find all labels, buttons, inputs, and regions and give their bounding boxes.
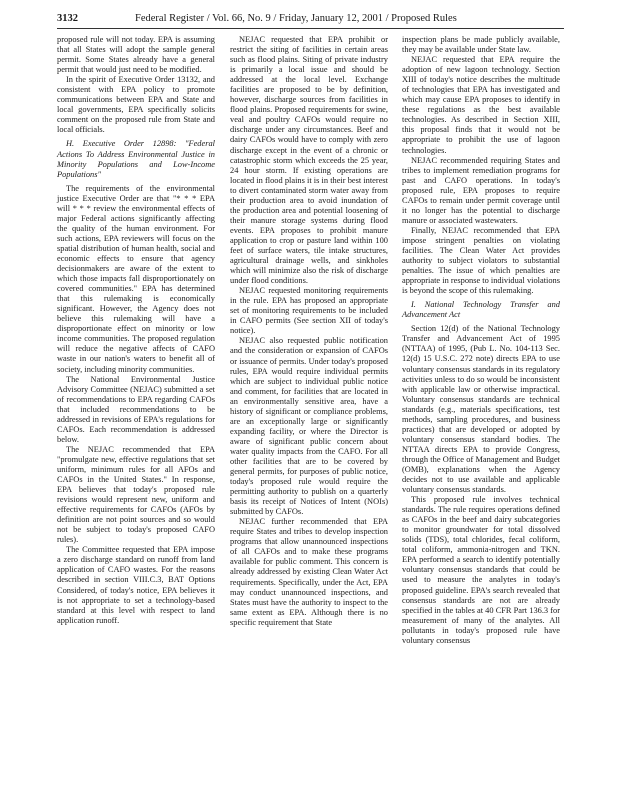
body-paragraph: In the spirit of Executive Order 13132, and consistent with EPA policy to promote communications between EPA and State and local governments, EPA specifically solicits comment on the proposed rule from State and local officials. xyxy=(57,75,215,135)
body-paragraph: The National Environmental Justice Advisory Committee (NEJAC) submitted a set of recommendations to EPA regarding CAFOs that included recommendations to be addressed in revisions of EPA's regulations for CAFOs. Each recommendation is addressed below. xyxy=(57,374,215,444)
body-paragraph: NEJAC requested that EPA require the adoption of new lagoon technology. Section XIII of today's notice describes the multitude of technologies that EPA has investigated and which may cause EPA proposes to identify in these regulations as the best available technologies. As described in Section XIII, this proposal finds that it would not be appropriate to prohibit the use of lagoon technologies. xyxy=(402,55,560,155)
body-paragraph: The NEJAC recommended that EPA "promulgate new, effective regulations that set uniform, minimum rules for all AFOs and CAFOs in the United States." In response, EPA believes that today's proposed rule revisions would represent new, uniform and effective requirements for CAFOs (AFOs by definition are not point sources and so would not be subject to today's proposed CAFO rules). xyxy=(57,444,215,545)
body-paragraph: Finally, NEJAC recommended that EPA impose stringent penalties on violating facilities. The Clean Water Act provides authority to subject violators to substantial penalties. The issue of which penalties are appropriate in response to individual violations is beyond the scope of this rulemaking. xyxy=(402,225,560,296)
header-rule xyxy=(57,28,564,29)
body-paragraph: NEJAC also requested public notification and the consideration or expansion of CAFOs or issuance of permits. Under today's proposed rules, EPA would require individual permits which are subject to individual public notice and comment, for facilities that are located in an environmentally sensitive area, have a history of significant or compliance problems, are an exceptionally large or significantly expanding facility, or where the Director is aware of significant public concern about water quality impacts from the CAFO. For all other facilities that are to be covered by general permits, for purposes of public notice, today's proposed rule would require the permitting authority to publish on a quarterly basis its receipt of Notices of Intent (NOIs) submitted by CAFOs. xyxy=(230,336,388,517)
section-heading: H. Executive Order 12898: "Federal Actions To Address Environmental Justice in Minority Populations and Low-Income Populations" xyxy=(57,139,215,179)
body-paragraph: Section 12(d) of the National Technology Transfer and Advancement Act of 1995 (NTTAA) of 1995, (Pub L. No. 104-113 Sec. 12(d) 15 U.S.C. 272 note) directs EPA to use voluntary consensus standards in its regulatory activities unless to do so would be inconsistent with applicable law or otherwise impractical. Voluntary consensus standards are technical standards (e.g., materials specifications, test methods, sampling procedures, and business practices) that are developed or adopted by voluntary consensus standard bodies. The NTTAA directs EPA to provide Congress, through the Office of Management and Budget (OMB), explanations when the Agency decides not to use available and applicable voluntary consensus standards. xyxy=(402,324,560,495)
body-paragraph: proposed rule will not today. EPA is assuming that all States will adopt the sample general permit. Some States already have a general permit that would just need to be modified. xyxy=(57,35,215,75)
body-paragraph: NEJAC requested monitoring requirements in the rule. EPA has proposed an appropriate set of monitoring requirements to be included in CAFO permits (See section XII of today's notice). xyxy=(230,286,388,336)
column-1 xyxy=(57,35,215,626)
body-paragraph: NEJAC further recommended that EPA require States and tribes to develop inspection programs that allow unannounced inspections of all CAFOs and to make these programs available for public comment. This concern is already addressed by existing Clean Water Act requirements. Specifically, under the Act, EPA may conduct unannounced inspections, and States must have the authority to inspect to the same extent as EPA. Although there is no specific requirement that State xyxy=(230,517,388,627)
page-number: 3132 xyxy=(57,13,78,24)
running-head: Federal Register / Vol. 66, No. 9 / Friday, January 12, 2001 / Proposed Rules xyxy=(135,13,457,24)
body-paragraph: The Committee requested that EPA impose a zero discharge standard on runoff from land application of CAFO wastes. For the reasons described in section VIII.C.3, BAT Options Considered, of today's notice, EPA believes it is not appropriate to set a technology-based standard at this level with respect to land application runoff. xyxy=(57,545,215,625)
body-paragraph: This proposed rule involves technical standards. The rule requires operations defined as CAFOs in the beef and dairy subcategories to monitor groundwater for total dissolved solids (TDS), total chlorides, fecal coliform, total coliform, ammonia-nitrogen and TKN. EPA performed a search to identify potentially voluntary consensus standards that could be used to measure the analytes in today's proposed guideline. EPA's search revealed that consensus standards are not are already specified in the tables at 40 CFR Part 136.3 for measurement of many of the analytes. All pollutants in today's proposed rule have voluntary consensus xyxy=(402,495,560,645)
body-paragraph: NEJAC requested that EPA prohibit or restrict the siting of facilities in certain areas such as flood plains. Siting of private industry is primarily a local issue and should be addressed at the local level. Exchange facilities are proposed to be by definition, however, discharge sources from facilities in flood plains. Proposed requirements for swine, veal and poultry CAFOs would require no discharge under any circumstances. Beef and dairy CAFOs would have to comply with zero discharge except in the event of a chronic or catastrophic storm which exceeds the 25 year, 24 hour storm. If existing operations are located in flood plains it is in their best interest to divert contaminated storm water away from their production area to avoid inundation of the production area and potential loosening of their manure storage systems during flood events. EPA proposes to prohibit manure application to crop or pasture land within 100 feet of surface waters, tile intake structures, agricultural drainage wells, and sinkholes which will minimize also the risk of discharge under flood conditions. xyxy=(230,35,388,286)
section-heading: I. National Technology Transfer and Advancement Act xyxy=(402,300,560,320)
column-3 xyxy=(402,35,560,646)
body-paragraph: NEJAC recommended requiring States and tribes to implement remediation programs for past and CAFO operations. In today's proposed rule, EPA proposes to require CAFOs to remain under permit coverage until it no longer has the potential to discharge manure or associated wastewaters. xyxy=(402,155,560,225)
page-header xyxy=(57,12,564,26)
column-2 xyxy=(230,35,388,628)
body-paragraph: inspection plans be made publicly available, they may be available under State law. xyxy=(402,35,560,55)
body-paragraph: The requirements of the environmental justice Executive Order are that "* * * EPA will * * * review the environmental effects of major Federal actions significantly affecting the quality of the human environment. For such actions, EPA reviewers will focus on the spatial distribution of human health, social and economic effects to ensure that agency decisionmakers are aware of the extent to which those impacts fall disproportionately on covered communities." EPA has determined that this rulemaking is economically significant. However, the Agency does not believe this rulemaking will have a disproportionate effect on minority or low income communities. The proposed regulation will reduce the negative affects of CAFO waste in our nation's waters to benefit all of society, including minority communities. xyxy=(57,183,215,374)
